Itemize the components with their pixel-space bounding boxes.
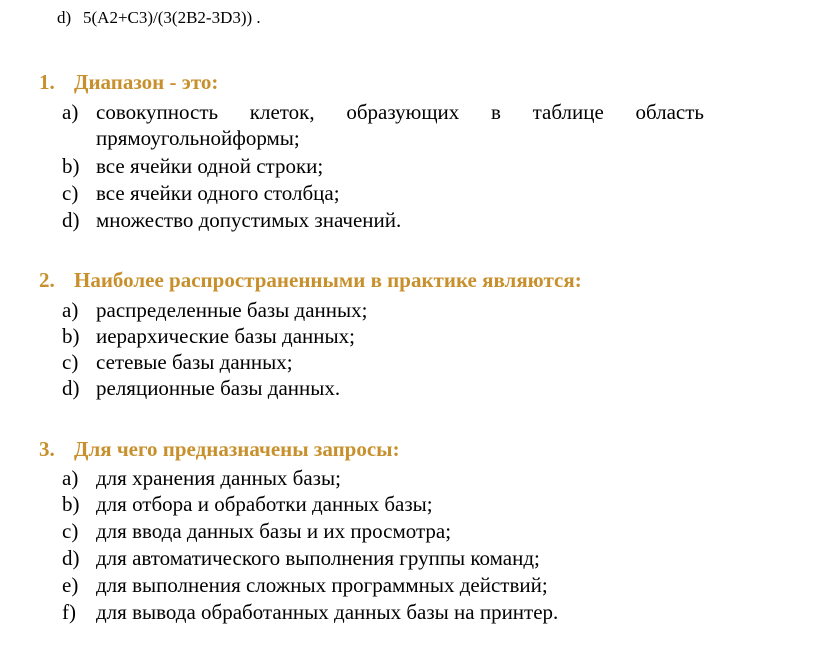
- option-text: реляционные базы данных.: [96, 376, 341, 400]
- option-text: для выполнения сложных программных действий;: [96, 573, 548, 597]
- option-letter: c): [62, 350, 79, 374]
- question-2-option-a: [62, 297, 367, 323]
- option-letter: d): [62, 376, 80, 400]
- option-text: сетевые базы данных;: [96, 350, 293, 374]
- question-1-title: [39, 68, 218, 96]
- question-1-option-a: [62, 99, 96, 125]
- question-colon: :: [574, 268, 582, 292]
- option-text: для автоматического выполнения группы команд;: [96, 546, 540, 570]
- question-colon: :: [392, 437, 400, 461]
- option-letter: d): [57, 8, 72, 27]
- option-text: для хранения данных базы;: [96, 466, 341, 490]
- option-text: множество допустимых значений.: [96, 208, 402, 232]
- option-letter: d): [62, 208, 80, 232]
- question-3-option-e: [62, 572, 548, 598]
- option-text: все ячейки одной строки;: [96, 154, 324, 178]
- question-2-title: [39, 266, 582, 294]
- option-letter: c): [62, 181, 79, 205]
- question-text: Диапазон - это: [74, 70, 212, 94]
- option-text: все ячейки одного столбца;: [96, 181, 340, 205]
- question-3-option-c: [62, 518, 451, 544]
- question-number: 2.: [39, 268, 55, 292]
- option-letter: a): [62, 100, 79, 124]
- option-letter: b): [62, 324, 80, 348]
- question-3-option-f: [62, 599, 558, 625]
- question-colon: :: [211, 70, 219, 94]
- question-number: 3.: [39, 437, 55, 461]
- option-text: для ввода данных базы и их просмотра;: [96, 519, 452, 543]
- option-text: 5(A2+C3)/(3(2B2-3D3)) .: [83, 8, 261, 27]
- question-1-option-a-text: совокупность клеток, образующих в таблице область: [96, 100, 704, 124]
- question-2-option-c: [62, 349, 293, 375]
- option-letter: a): [62, 466, 79, 490]
- question-text: Наиболее распространенными в практике являются: [74, 268, 575, 292]
- question-1-option-d: [62, 207, 401, 233]
- option-text: для вывода обработанных данных базы на принтер.: [96, 600, 559, 624]
- option-text: иерархические базы данных;: [96, 324, 355, 348]
- option-letter: b): [62, 154, 80, 178]
- option-letter: f): [62, 600, 76, 624]
- option-text: для отбора и обработки данных базы;: [96, 492, 433, 516]
- question-3-option-b: [62, 491, 433, 517]
- option-text: распределенные базы данных;: [96, 298, 368, 322]
- previous-option-d: [57, 6, 261, 30]
- question-2-option-b: [62, 323, 355, 349]
- question-text: Для чего предназначены запросы: [74, 437, 393, 461]
- question-number: 1.: [39, 70, 55, 94]
- option-letter: e): [62, 573, 79, 597]
- question-2-option-d: [62, 375, 340, 401]
- option-letter: c): [62, 519, 79, 543]
- question-3-title: [39, 435, 400, 463]
- option-letter: d): [62, 546, 80, 570]
- question-3-option-d: [62, 545, 540, 571]
- option-letter: a): [62, 298, 79, 322]
- question-3-option-a: [62, 465, 341, 491]
- question-1-option-b: [62, 153, 323, 179]
- question-1-option-c: [62, 180, 340, 206]
- question-1-option-a-continuation: прямоугольнойформы;: [96, 126, 300, 150]
- option-letter: b): [62, 492, 80, 516]
